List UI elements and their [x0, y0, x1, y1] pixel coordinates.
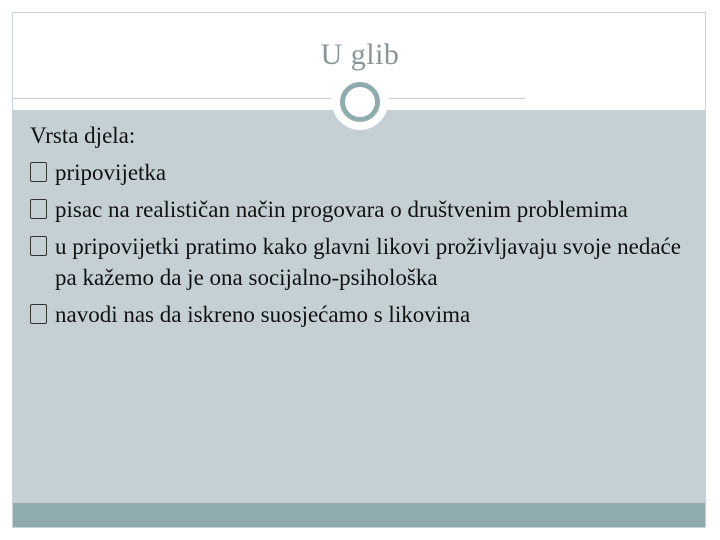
bullet-item [30, 157, 690, 188]
slide-title: U glib [320, 38, 400, 71]
bullet-item [30, 231, 690, 293]
title-divider-left [13, 98, 331, 99]
bullet-text: u pripovijetki pratimo kako glavni likovi proživljavaju svoje nedaće pa kažemo da je ona socijalno-psihološka [55, 234, 681, 290]
bullet-text: pisac na realističan način progovara o društvenim problemima [55, 197, 628, 222]
missing-glyph-icon [30, 304, 47, 324]
bullet-item [30, 194, 690, 225]
missing-glyph-icon [30, 199, 47, 219]
bullet-item [30, 299, 690, 330]
content-heading: Vrsta djela: [30, 123, 136, 148]
slide-body [30, 120, 690, 330]
circle-ornament-icon [340, 82, 380, 122]
missing-glyph-icon [30, 236, 47, 256]
bullet-text: pripovijetka [55, 160, 167, 185]
bottom-accent-bar [13, 503, 705, 527]
missing-glyph-icon [30, 162, 47, 182]
bullet-text: navodi nas da iskreno suosjećamo s likovima [55, 302, 471, 327]
title-divider-right [389, 98, 525, 99]
bullet-list [30, 157, 690, 330]
